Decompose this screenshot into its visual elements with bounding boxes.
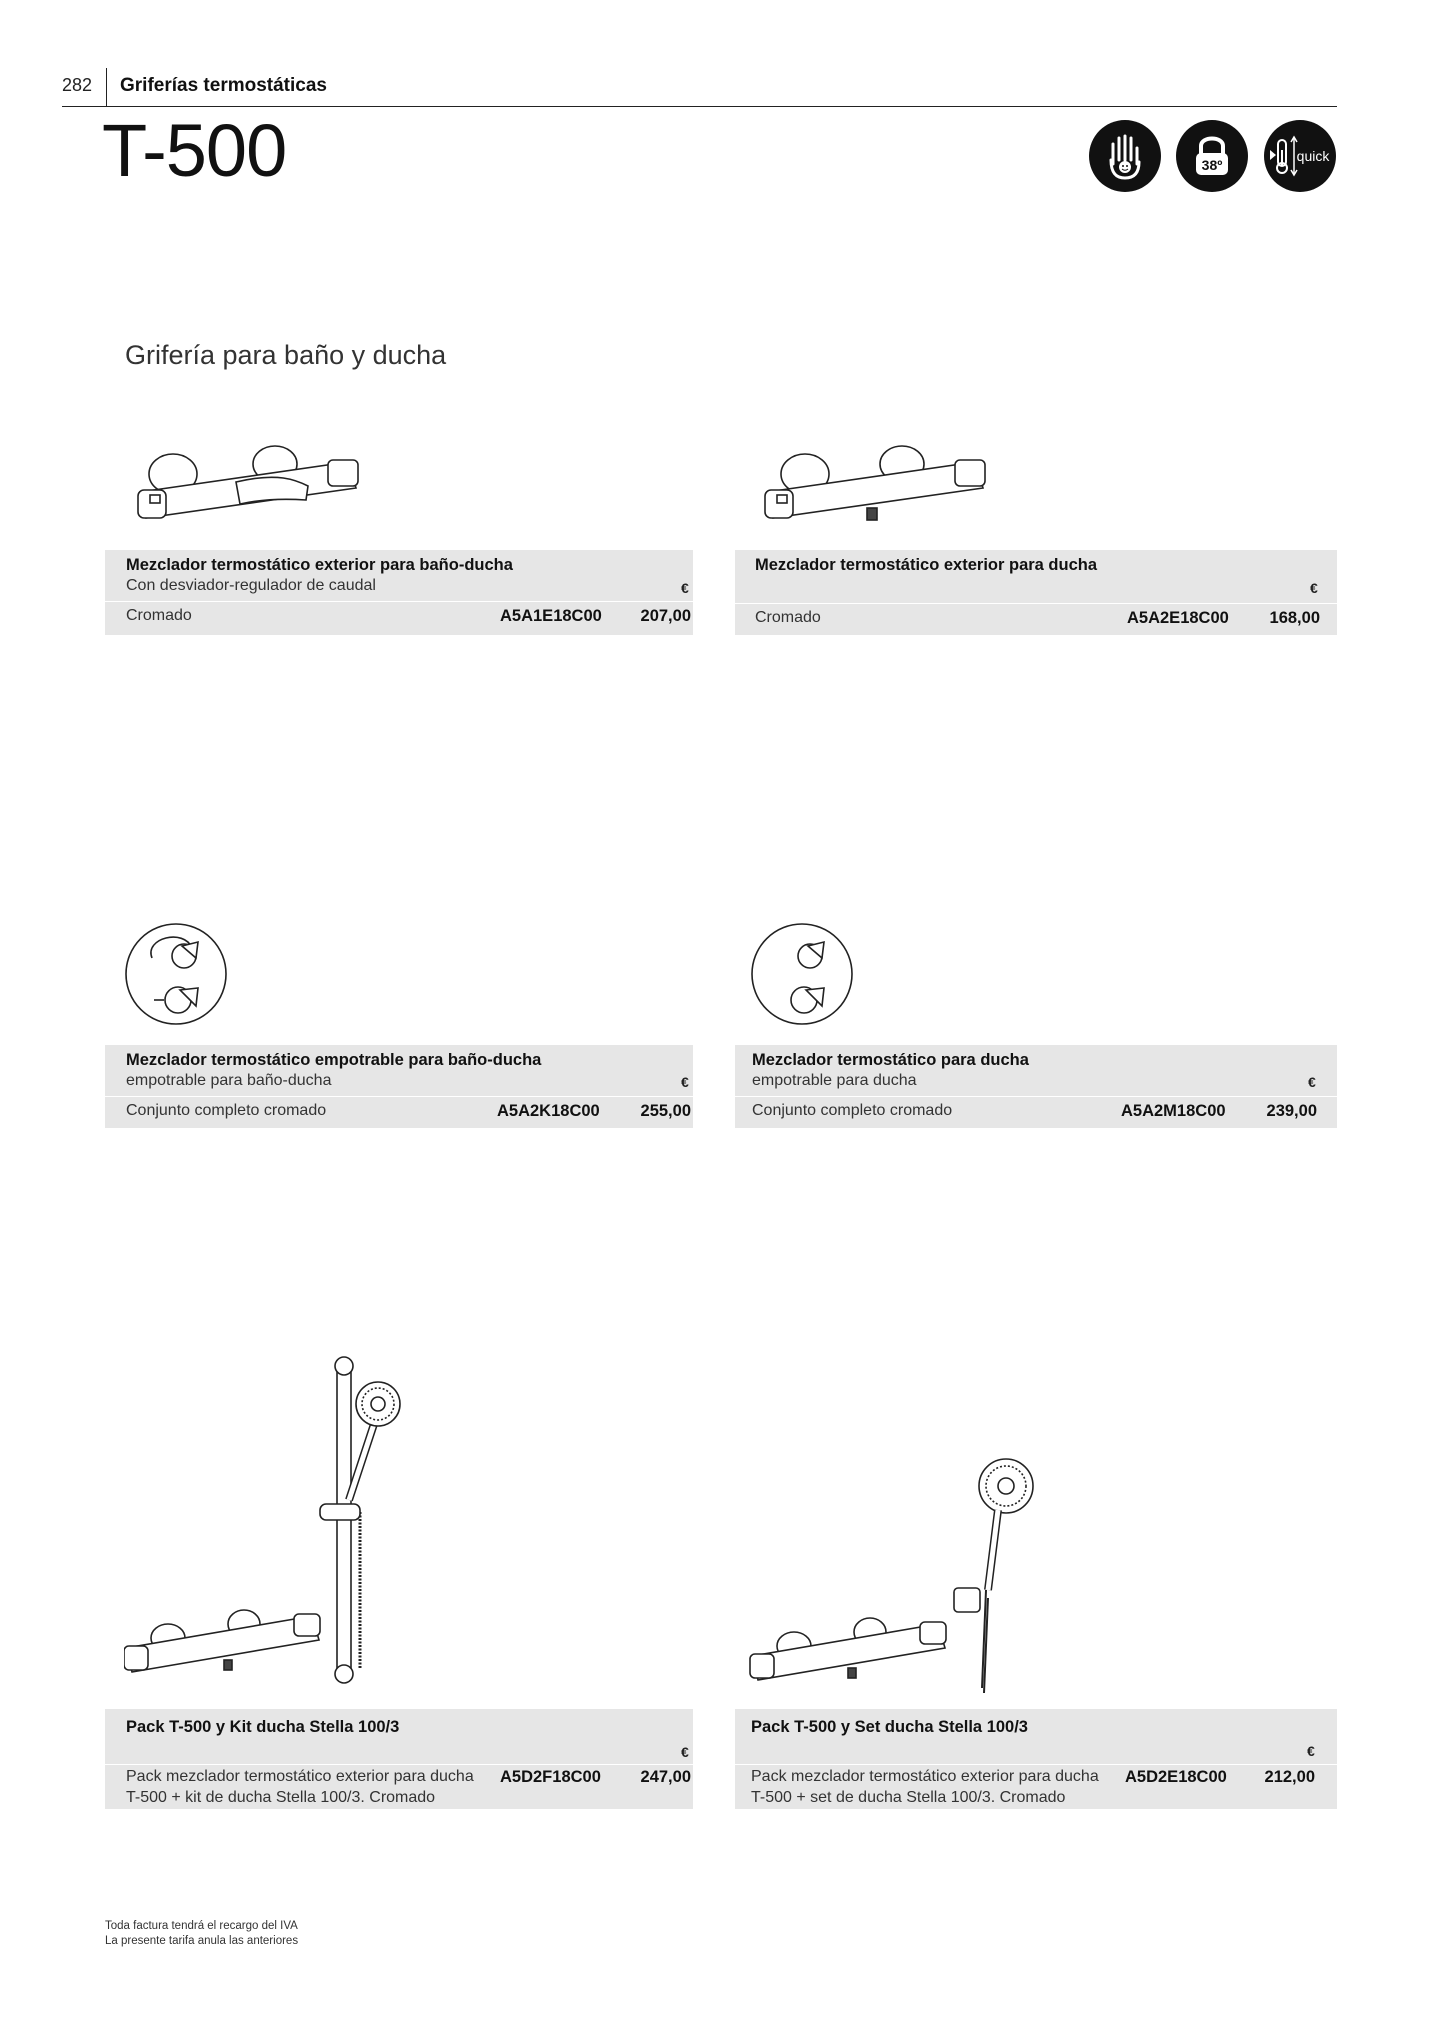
page-number: 282: [62, 75, 93, 95]
product-code: A5D2F18C00: [500, 1768, 601, 1786]
currency-label: €: [681, 1074, 689, 1090]
badge-quick-label: quick: [1296, 148, 1330, 164]
product-name: Pack T-500 y Kit ducha Stella 100/3: [126, 1718, 400, 1736]
product-price: 239,00: [1266, 1102, 1317, 1120]
bath-shower-mixer-illustration: [128, 440, 368, 540]
product-finish: Cromado: [126, 607, 192, 624]
product-card: [105, 550, 693, 635]
header-rule: [62, 106, 1337, 107]
product-code: A5A2M18C00: [1121, 1102, 1226, 1120]
product-card: [735, 1045, 1337, 1128]
currency-label: €: [1310, 580, 1318, 596]
built-in-bath-mixer-illustration: [124, 918, 230, 1030]
row-divider: [105, 1764, 693, 1765]
quick-thermometer-icon: [1264, 120, 1336, 192]
product-finish: Pack mezclador termostático exterior para ducha T-500 + set de ducha Stella 100/3. Cromado: [751, 1768, 1099, 1806]
product-card: [105, 1045, 693, 1128]
row-divider: [105, 1096, 693, 1097]
subtitle: Grifería para baño y ducha: [125, 340, 447, 370]
built-in-shower-mixer-illustration: [750, 918, 856, 1030]
currency-label: €: [1308, 1074, 1316, 1090]
product-code: A5A1E18C00: [500, 607, 602, 625]
product-code: A5D2E18C00: [1125, 1768, 1227, 1786]
product-desc: empotrable para ducha: [752, 1072, 917, 1089]
product-finish: Pack mezclador termostático exterior para ducha T-500 + kit de ducha Stella 100/3. Cromado: [126, 1768, 474, 1806]
product-price: 212,00: [1264, 1768, 1315, 1786]
product-card: [735, 550, 1337, 635]
shower-mixer-illustration: [755, 440, 995, 540]
row-divider: [735, 603, 1337, 604]
product-card: [735, 1709, 1337, 1809]
product-name: Mezclador termostático empotrable para baño-ducha: [126, 1051, 542, 1069]
product-price: 255,00: [640, 1102, 691, 1120]
product-name: Mezclador termostático exterior para baño-ducha: [126, 556, 513, 574]
footer-note-vat: Toda factura tendrá el recargo del IVA: [105, 1920, 298, 1932]
row-divider: [105, 601, 693, 602]
section-title: Griferías termostáticas: [120, 75, 327, 96]
header-separator: [106, 68, 107, 106]
product-code: A5A2K18C00: [497, 1102, 600, 1120]
product-finish: Cromado: [755, 609, 821, 626]
row-divider: [735, 1764, 1337, 1765]
product-card: [105, 1709, 693, 1809]
currency-label: €: [681, 580, 689, 596]
model-title: T-500: [102, 109, 287, 192]
product-name: Pack T-500 y Set ducha Stella 100/3: [751, 1718, 1028, 1736]
product-code: A5A2E18C00: [1127, 609, 1229, 627]
product-price: 207,00: [640, 607, 691, 625]
product-price: 247,00: [640, 1768, 691, 1786]
safety-hand-icon: [1089, 120, 1161, 192]
badge-38-label: 38º: [1201, 157, 1223, 173]
row-divider: [735, 1096, 1337, 1097]
product-name: Mezclador termostático para ducha: [752, 1051, 1029, 1069]
lock-38-icon: [1176, 120, 1248, 192]
product-desc: empotrable para baño-ducha: [126, 1072, 332, 1089]
footer-note-tariff: La presente tarifa anula las anteriores: [105, 1935, 299, 1947]
product-desc: Con desviador-regulador de caudal: [126, 577, 376, 594]
product-finish: Conjunto completo cromado: [126, 1102, 327, 1119]
shower-set-illustration: [748, 1448, 1048, 1693]
currency-label: €: [681, 1744, 689, 1760]
shower-kit-illustration: [124, 1352, 414, 1692]
product-price: 168,00: [1269, 609, 1320, 627]
currency-label: €: [1307, 1743, 1315, 1759]
product-name: Mezclador termostático exterior para ducha: [755, 556, 1098, 574]
product-finish: Conjunto completo cromado: [752, 1102, 953, 1119]
